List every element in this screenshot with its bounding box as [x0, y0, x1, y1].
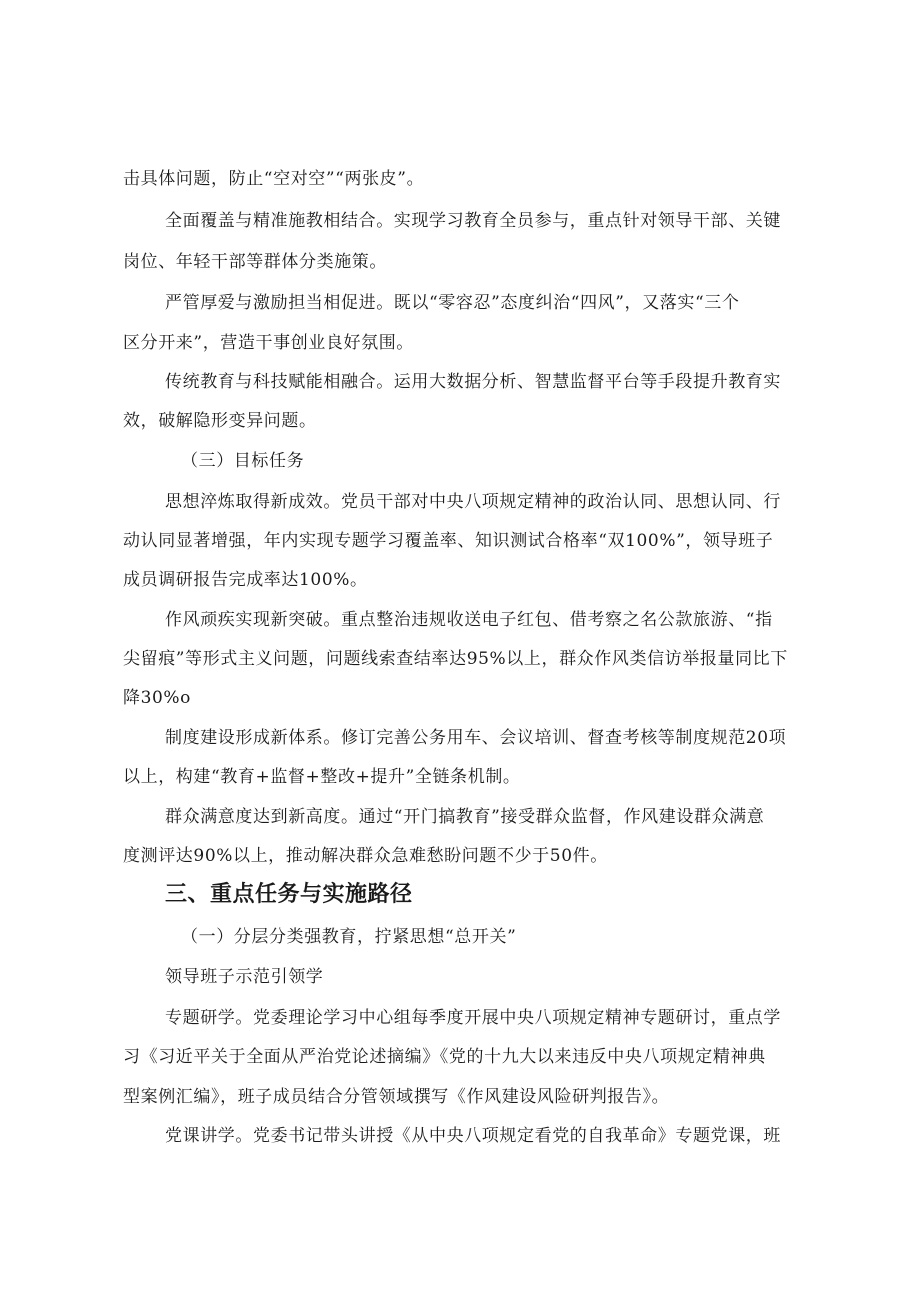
paragraph-line: 习《习近平关于全面从严治党论述摘编》《党的十九大以来违反中央八项规定精神典: [123, 1047, 766, 1067]
paragraph-line: 群众满意度达到新高度。通过“开门搞教育”接受群众监督，作风建设群众满意: [165, 807, 765, 827]
subsection-heading: （三）目标任务: [181, 451, 305, 471]
subsection-heading: （一）分层分类强教育，拧紧思想“总开关”: [181, 927, 517, 947]
section-heading: 三、重点任务与实施路径: [165, 882, 413, 907]
paragraph-line: 以上，构建“教育+监督+整改+提升”全链条机制。: [123, 767, 521, 787]
paragraph-line: 严管厚爱与激励担当相促进。既以“零容忍”态度纠治“四风”，又落实“三个: [165, 293, 740, 313]
paragraph-line: 岗位、年轻干部等群体分类施策。: [123, 252, 387, 272]
paragraph-line: 击具体问题，防止“空对空”“两张皮”。: [123, 169, 425, 189]
paragraph-line: 成员调研报告完成率达100%。: [123, 570, 368, 590]
paragraph-line: 思想淬炼取得新成效。党员干部对中央八项规定精神的政治认同、思想认同、行: [165, 492, 781, 512]
paragraph-line: 动认同显著增强，年内实现专题学习覆盖率、知识测试合格率“双100%”，领导班子: [123, 531, 774, 551]
paragraph-line: 传统教育与科技赋能相融合。运用大数据分析、智慧监督平台等手段提升教育实: [165, 372, 781, 392]
paragraph-line: 型案例汇编》，班子成员结合分管领域撰写《作风建设风险研判报告》。: [123, 1087, 670, 1107]
paragraph-line: 专题研学。党委理论学习中心组每季度开展中央八项规定精神专题研讨，重点学: [165, 1008, 781, 1028]
paragraph-line: 党课讲学。党委书记带头讲授《从中央八项规定看党的自我革命》专题党课，班: [165, 1126, 781, 1146]
paragraph-line: 制度建设形成新体系。修订完善公务用车、会议培训、督查考核等制度规范20项: [165, 728, 787, 748]
paragraph-line: 全面覆盖与精准施教相结合。实现学习教育全员参与，重点针对领导干部、关键: [165, 211, 781, 231]
paragraph-line: 降30%o: [123, 688, 192, 708]
paragraph-line: 作风顽疾实现新突破。重点整治违规收送电子红包、借考察之名公款旅游、“指: [165, 610, 773, 630]
paragraph-line: 区分开来”，营造干事创业良好氛围。: [123, 333, 414, 353]
paragraph-line: 领导班子示范引领学: [165, 967, 324, 987]
paragraph-line: 尖留痕”等形式主义问题，问题线索查结率达95%以上，群众作风类信访举报量同比下: [123, 649, 788, 669]
paragraph-line: 度测评达90%以上，推动解决群众急难愁盼问题不少于50件。: [123, 846, 608, 866]
paragraph-line: 效，破解隐形变异问题。: [123, 411, 317, 431]
